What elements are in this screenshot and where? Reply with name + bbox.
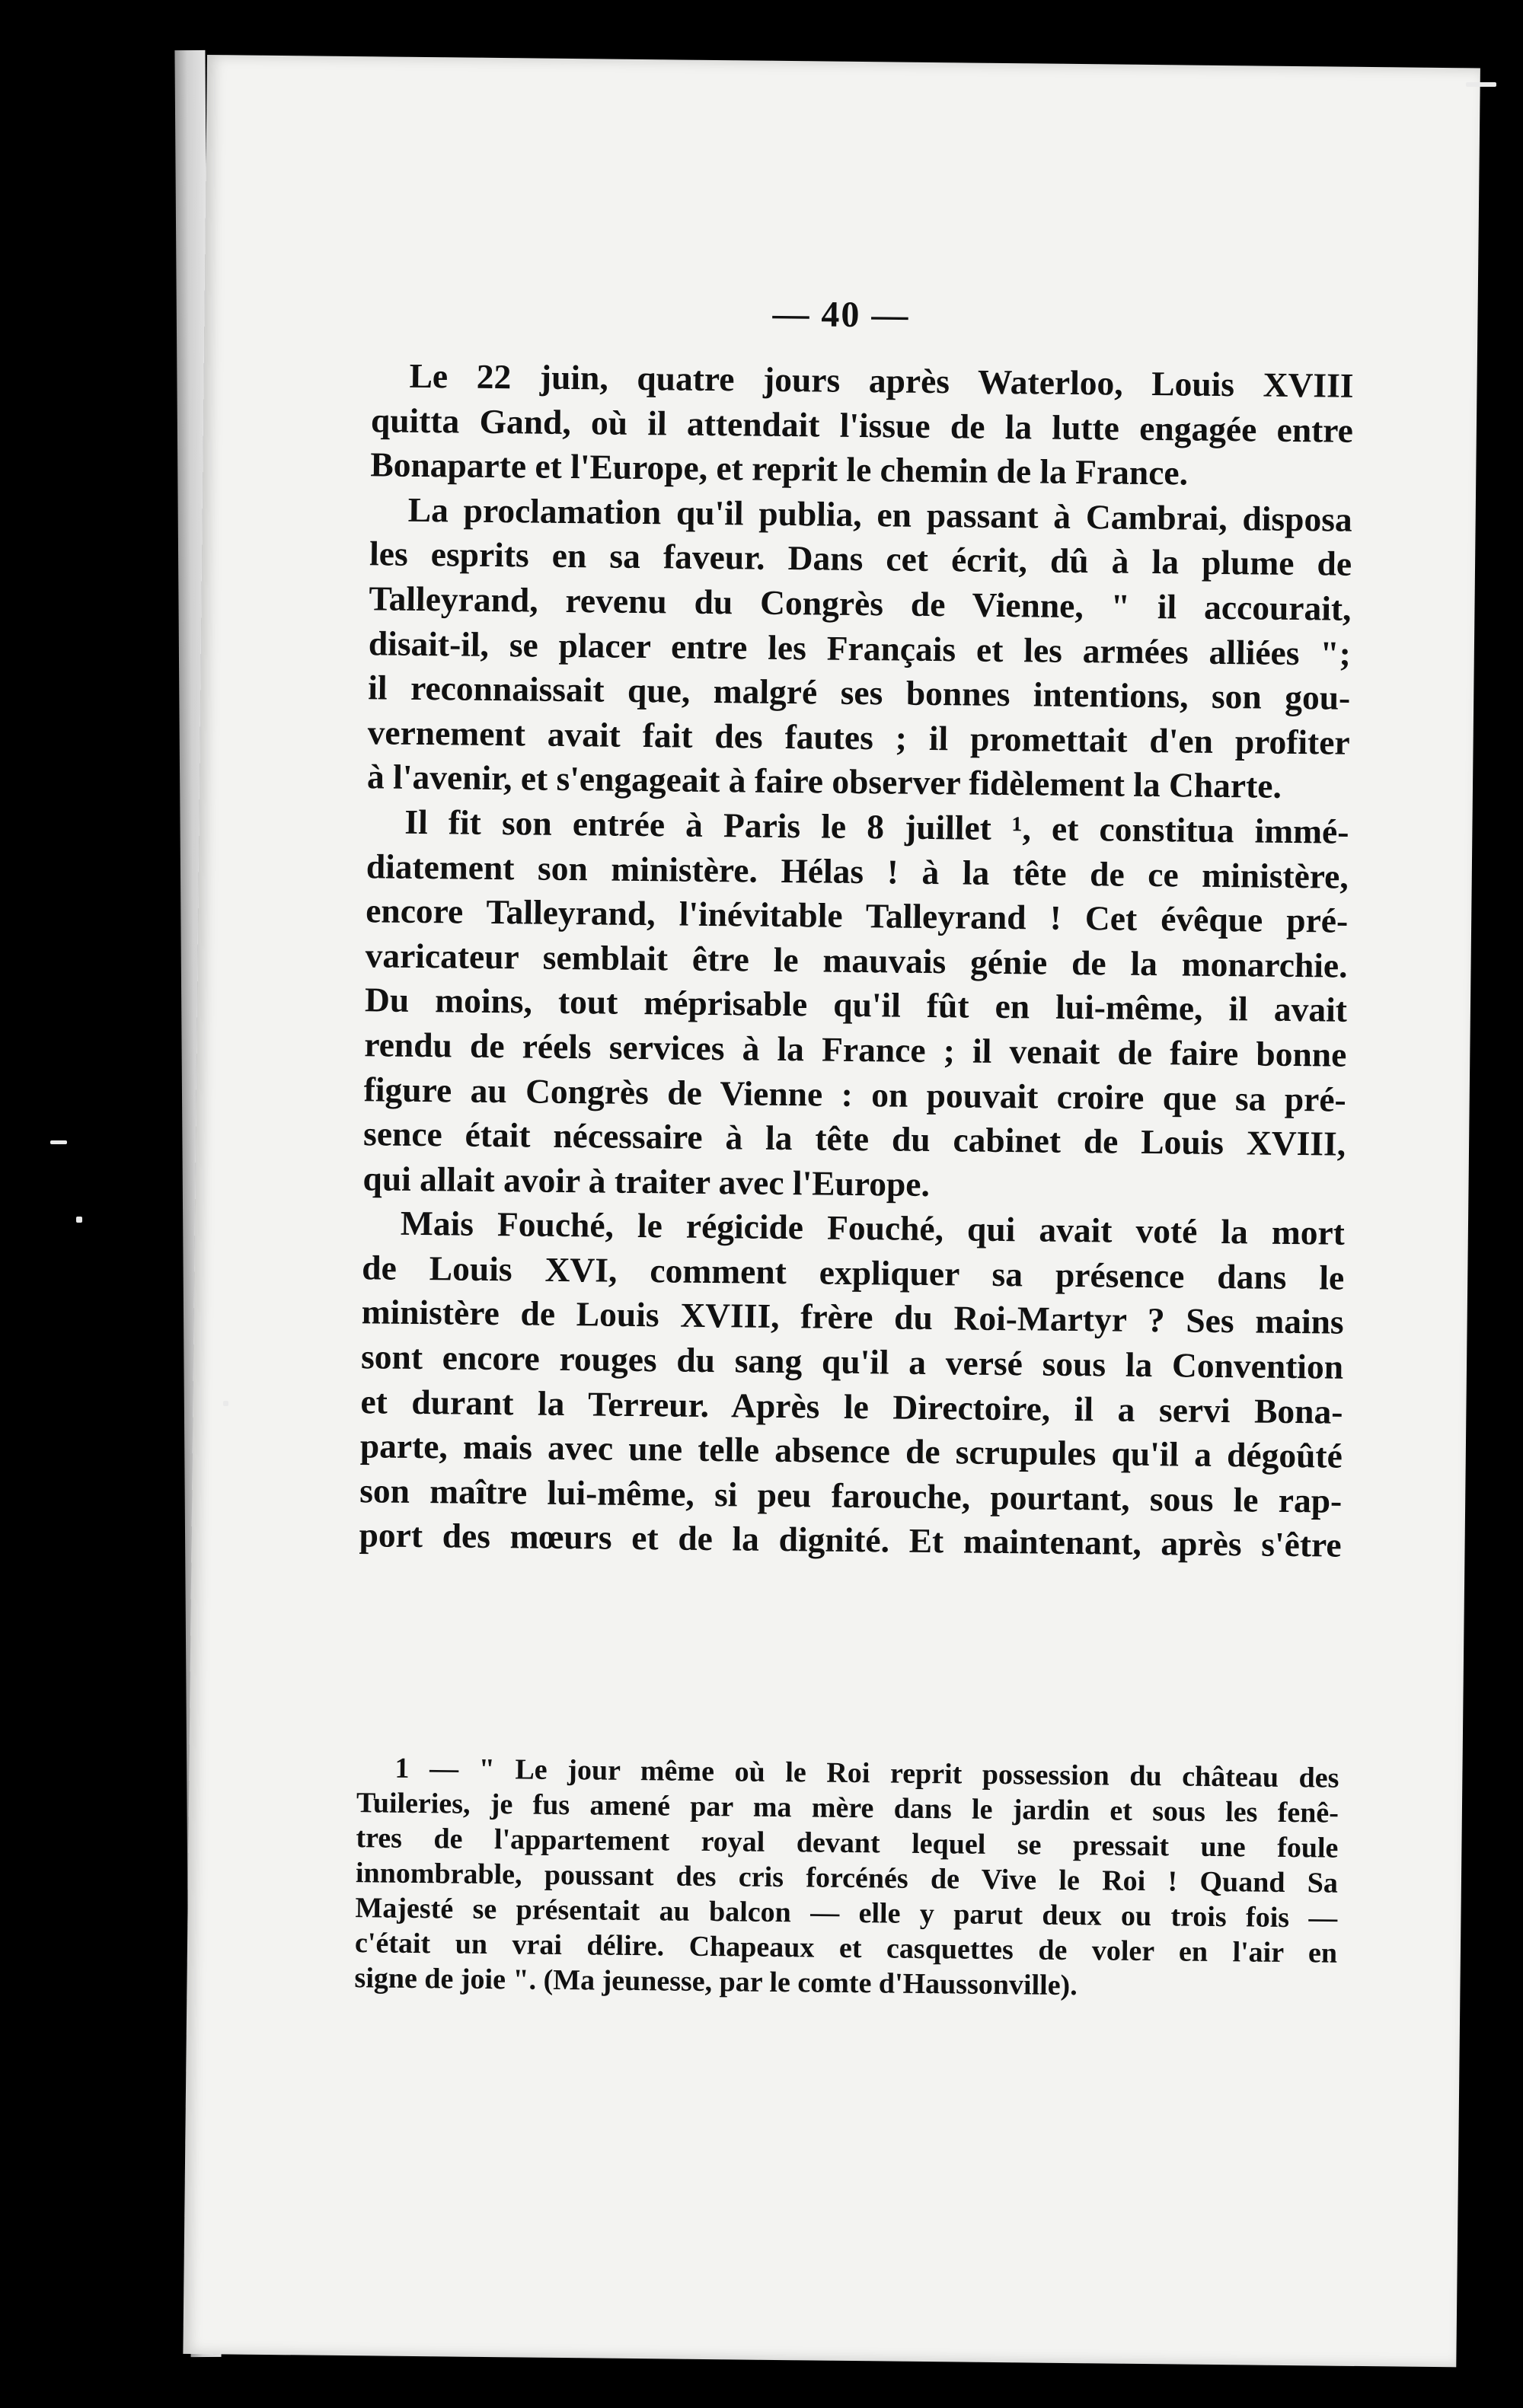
text-line: et durant la Terreur. Après le Directoire, il a servi Bona- — [360, 1381, 1343, 1431]
text-line: ministère de Louis XVIII, frère du Roi-Martyr ? Ses mains — [361, 1292, 1344, 1342]
text-line: encore Talleyrand, l'inévitable Talleyrand ! Cet évêque pré- — [365, 891, 1349, 940]
paragraph-2 — [367, 487, 1352, 810]
text-line: vernement avait fait des fautes ; il promettait d'en profiter — [367, 713, 1350, 762]
text-line: il reconnaissait que, malgré ses bonnes intentions, son gou- — [368, 668, 1351, 717]
text-line: varicateur semblait être le mauvais génie de la monarchie. — [365, 935, 1348, 985]
text-line: sont encore rouges du sang qu'il a versé sous la Convention — [360, 1337, 1344, 1386]
paragraph-1 — [370, 353, 1354, 497]
text-line: port des mœurs et de la dignité. Et maintenant, après s'être — [359, 1515, 1342, 1565]
paragraph-4 — [359, 1201, 1345, 1568]
text-line: à l'avenir, et s'engageait à faire observer fidèlement la Charte. — [366, 757, 1282, 806]
body-text — [359, 353, 1353, 1568]
text-line: La proclamation qu'il publia, en passant à Cambrai, disposa — [407, 490, 1352, 539]
text-line: de Louis XVI, comment expliquer sa présence dans le — [362, 1248, 1345, 1297]
text-line: les esprits en sa faveur. Dans cet écrit, dû à la plume de — [369, 534, 1352, 584]
text-line: Du moins, tout méprisable qu'il fût en lui-même, il avait — [364, 980, 1348, 1030]
paragraph-3 — [362, 799, 1349, 1211]
footnote-line: Majesté se présentait au balcon — elle y parut deux ou trois fois — — [355, 1892, 1338, 1934]
text-line: figure au Congrès de Vienne : on pouvait croire que sa pré- — [363, 1069, 1346, 1119]
page-number: — 40 — — [772, 293, 910, 336]
text-line: quitta Gand, où il attendait l'issue de la lutte engagée entre — [370, 400, 1354, 450]
footnote-line: 1 — " Le jour même où le Roi reprit possession du château des — [394, 1752, 1339, 1794]
text-line: parte, mais avec une telle absence de scrupules qu'il a dégoûté — [359, 1426, 1343, 1475]
footnote-line: innombrable, poussant des cris forcénés de Vive le Roi ! Quand Sa — [355, 1857, 1339, 1899]
text-line: Le 22 juin, quatre jours après Waterloo, Louis XVIII — [409, 356, 1354, 405]
text-line: rendu de réels services à la France ; il venait de faire bonne — [364, 1025, 1347, 1074]
scan-speck — [223, 1401, 228, 1406]
footnote-line: signe de joie ". (Ma jeunesse, par le comte d'Haussonville). — [354, 1962, 1078, 2002]
text-line: disait-il, se placer entre les Français et les armées alliées "; — [368, 623, 1352, 673]
text-line: Il fit son entrée à Paris le 8 juillet ¹, et constitua immé- — [404, 802, 1349, 851]
text-line: sence était nécessaire à la tête du cabinet de Louis XVIII, — [362, 1114, 1346, 1163]
text-line: son maître lui-même, si peu farouche, pourtant, sous le rap- — [359, 1471, 1343, 1520]
footnote — [354, 1750, 1339, 2005]
text-line: qui allait avoir à traiter avec l'Europe. — [362, 1158, 931, 1204]
footnote-line: Tuileries, je fus amené par ma mère dans le jardin et sous les fenê- — [356, 1787, 1339, 1829]
footnote-line: c'était un vrai délire. Chapeaux et casquettes de voler en l'air en — [354, 1927, 1338, 1969]
scan-speck — [50, 1140, 67, 1144]
scan-speck — [1466, 82, 1496, 87]
text-line: Mais Fouché, le régicide Fouché, qui avait voté la mort — [400, 1204, 1346, 1253]
scan-speck — [76, 1217, 82, 1223]
text-line: Bonaparte et l'Europe, et reprit le chemin de la France. — [370, 445, 1189, 493]
text-line: diatement son ministère. Hélas ! à la tête de ce ministère, — [366, 846, 1349, 896]
footnote-line: tres de l'appartement royal devant lequel se pressait une foule — [356, 1822, 1339, 1864]
book-page — [183, 55, 1480, 2367]
text-line: Talleyrand, revenu du Congrès de Vienne, " il accourait, — [369, 579, 1352, 628]
